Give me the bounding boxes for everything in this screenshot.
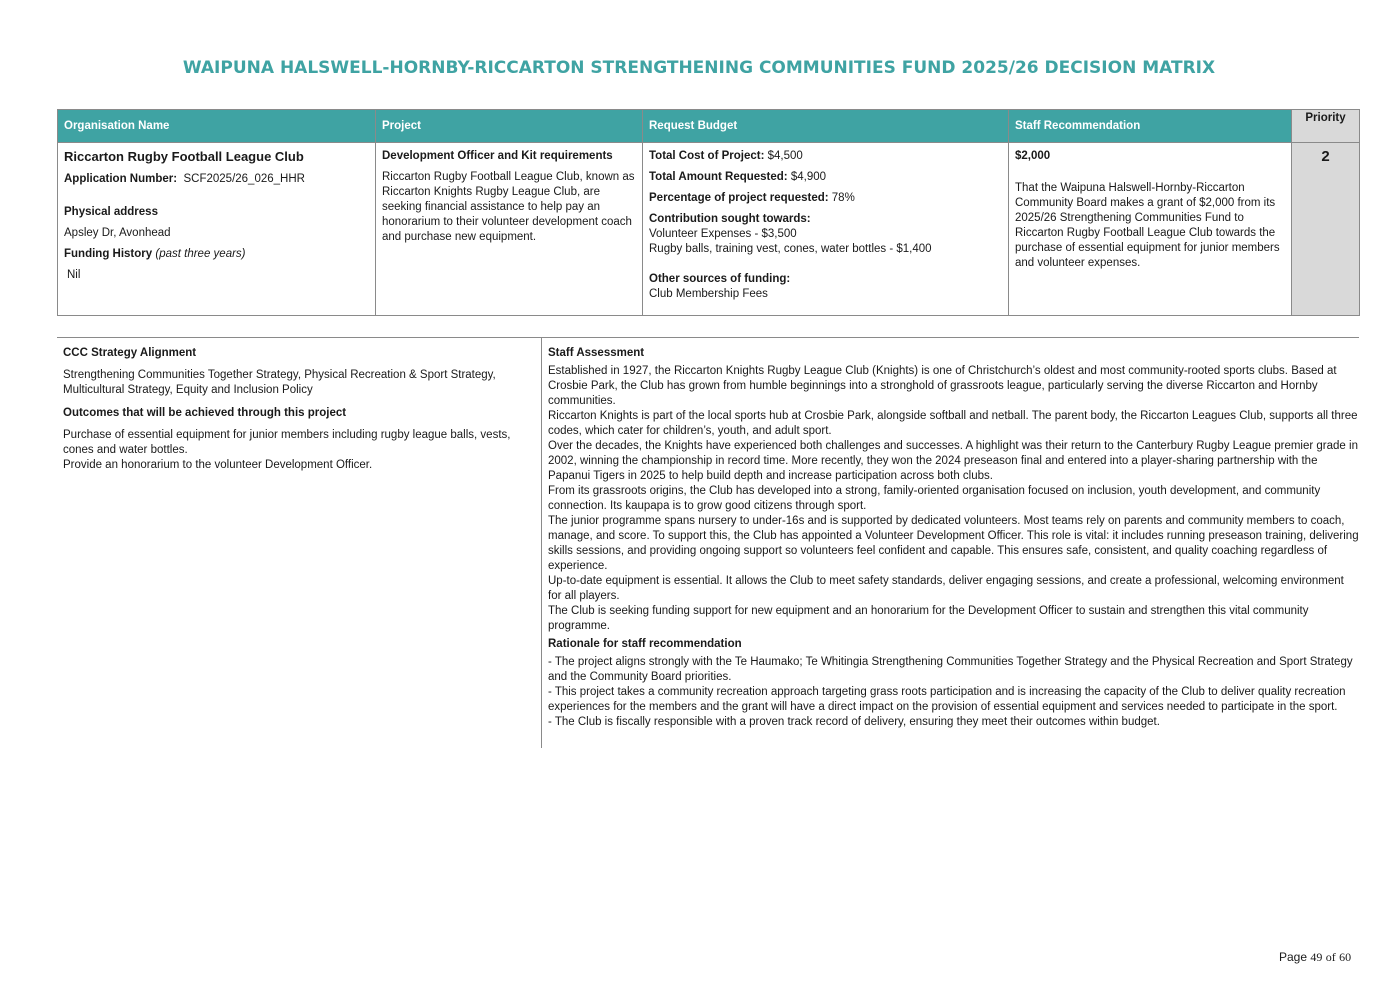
header-staff-recommendation: Staff Recommendation xyxy=(1009,110,1292,143)
organisation-cell xyxy=(58,143,376,316)
page-title: WAIPUNA HALSWELL-HORNBY-RICCARTON STRENGTHENING COMMUNITIES FUND 2025/26 DECISION MATRIX xyxy=(182,58,1216,78)
application-number-value: SCF2025/26_026_HHR xyxy=(183,173,305,185)
header-organisation-name: Organisation Name xyxy=(58,110,376,143)
outcome-item: Purchase of essential equipment for junior members including rugby league balls, vests, cones and water bottles. xyxy=(63,429,511,456)
recommended-amount: $2,000 xyxy=(1015,150,1051,162)
project-cell xyxy=(376,143,643,316)
assessment-paragraph: Established in 1927, the Riccarton Knights Rugby League Club (Knights) is one of Christchurch’s oldest and most community-rooted sports clubs. Based at Crosbie Park, the Club has grown from humble beginnings into a stronghold of grassroots league, particularly serving the diverse Riccarton and Hornby communities. xyxy=(548,365,1337,407)
physical-address-label: Physical address xyxy=(64,206,158,218)
staff-recommendation-cell xyxy=(1009,143,1292,316)
funding-history-note: (past three years) xyxy=(155,248,246,260)
application-number xyxy=(64,172,369,187)
page-current: 49 xyxy=(1310,950,1323,964)
percentage-label: Percentage of project requested: xyxy=(649,192,829,204)
assessment-paragraph: The junior programme spans nursery to under-16s and is supported by dedicated volunteers. Most teams rely on parents and community members to coach, manage, and score. To support this, the Club has appointed a Volunteer Development Officer. This role is vital: it includes running preseason training, delivering skills sessions, and providing ongoing support so volunteers feel confident and capable. This ensures safe, consistent, and quality coaching regardless of experience. xyxy=(548,515,1359,572)
strategy-alignment-text: Strengthening Communities Together Strategy, Physical Recreation & Sport Strategy, Multicultural Strategy, Equity and Inclusion Policy xyxy=(63,369,496,396)
total-requested-value: $4,900 xyxy=(790,171,827,183)
assessment-paragraph: The Club is seeking funding support for new equipment and an honorarium for the Development Officer to sustain and strengthen this vital community programme. xyxy=(548,605,1309,632)
page-total: 60 xyxy=(1339,950,1352,964)
page-number xyxy=(1279,950,1351,965)
staff-assessment-label: Staff Assessment xyxy=(548,347,645,359)
total-requested xyxy=(649,170,1002,185)
assessment-section xyxy=(57,337,1359,728)
total-cost-value: $4,500 xyxy=(767,150,803,162)
physical-address-value: Apsley Dr, Avonhead xyxy=(64,227,171,239)
project-title: Development Officer and Kit requirements xyxy=(382,150,613,162)
percentage-value: 78% xyxy=(831,192,855,204)
table-header-row xyxy=(58,110,1360,143)
header-request-budget: Request Budget xyxy=(643,110,1009,143)
recommendation-text: That the Waipuna Halswell-Hornby-Riccarton Community Board makes a grant of $2,000 from its 2025/26 Strengthening Communities Fund to Riccarton Rugby Football League Club towards the purchase of essential equipment for junior members and volunteer expenses. xyxy=(1015,182,1280,269)
funding-history xyxy=(64,247,369,262)
staff-assessment-column xyxy=(541,338,1360,748)
header-project: Project xyxy=(376,110,643,143)
rationale-item: - This project takes a community recreation approach targeting grass roots participation and is increasing the capacity of the Club to deliver quality recreation experiences for the members and the grant will have a direct impact on the provision of essential equipment and services needed to participate in the sport. xyxy=(548,686,1346,713)
project-description: Riccarton Rugby Football League Club, known as Riccarton Knights Rugby League Club, are seeking financial assistance to help pay an honorarium to their volunteer development coach and purchase new equipment. xyxy=(382,171,635,243)
funding-history-label: Funding History xyxy=(64,248,153,260)
organisation-name: Riccarton Rugby Football League Club xyxy=(64,149,304,164)
priority-value: 2 xyxy=(1292,143,1360,316)
rationale-item: - The Club is fiscally responsible with a proven track record of delivery, ensuring they meet their outcomes within budget. xyxy=(548,716,1160,728)
page-label: Page xyxy=(1279,950,1308,964)
budget-cell xyxy=(643,143,1009,316)
total-requested-label: Total Amount Requested: xyxy=(649,171,788,183)
rationale-item: - The project aligns strongly with the Te Haumako; Te Whitingia Strengthening Communities Together Strategy and the Physical Recreation and Sport Strategy and the Community Board priorities. xyxy=(548,656,1353,683)
rationale-label: Rationale for staff recommendation xyxy=(548,638,742,650)
total-cost xyxy=(649,149,1002,164)
table-row xyxy=(58,143,1360,316)
total-cost-label: Total Cost of Project: xyxy=(649,150,765,162)
other-funding-value: Club Membership Fees xyxy=(649,288,768,300)
page-of-label: of xyxy=(1325,950,1336,964)
assessment-paragraph: Riccarton Knights is part of the local sports hub at Crosbie Park, alongside softball and netball. The parent body, the Riccarton Leagues Club, supports all three codes, which cater for children’s, youth, and adult sport. xyxy=(548,410,1358,437)
contribution-item: Volunteer Expenses - $3,500 xyxy=(649,228,797,240)
outcomes-label: Outcomes that will be achieved through this project xyxy=(63,407,347,419)
assessment-paragraph: Over the decades, the Knights have experienced both challenges and successes. A highlight was their return to the Canterbury Rugby League premier grade in 2002, winning the championship in record time. More recently, they won the 2024 preseason final and entered into a player-sharing partnership with the Papanui Tigers in 2025 to help build depth and increase participation across both clubs. xyxy=(548,440,1358,482)
percentage-requested xyxy=(649,191,1002,206)
assessment-paragraph: From its grassroots origins, the Club has developed into a strong, family-oriented organisation focused on inclusion, youth development, and community connection. Its kaupapa is to grow good citizens through sport. xyxy=(548,485,1321,512)
contribution-item: Rugby balls, training vest, cones, water bottles - $1,400 xyxy=(649,243,932,255)
funding-history-value: Nil xyxy=(67,269,81,281)
strategy-alignment-label: CCC Strategy Alignment xyxy=(63,347,197,359)
header-priority: Priority xyxy=(1292,110,1360,143)
strategy-column xyxy=(63,346,533,473)
application-number-label: Application Number: xyxy=(64,173,178,185)
assessment-paragraph: Up-to-date equipment is essential. It allows the Club to meet safety standards, deliver engaging sessions, and create a professional, welcoming environment for all players. xyxy=(548,575,1344,602)
other-funding-label: Other sources of funding: xyxy=(649,273,791,285)
outcome-item: Provide an honorarium to the volunteer Development Officer. xyxy=(63,459,373,471)
contribution-label: Contribution sought towards: xyxy=(649,213,811,225)
decision-matrix-table xyxy=(57,109,1360,316)
